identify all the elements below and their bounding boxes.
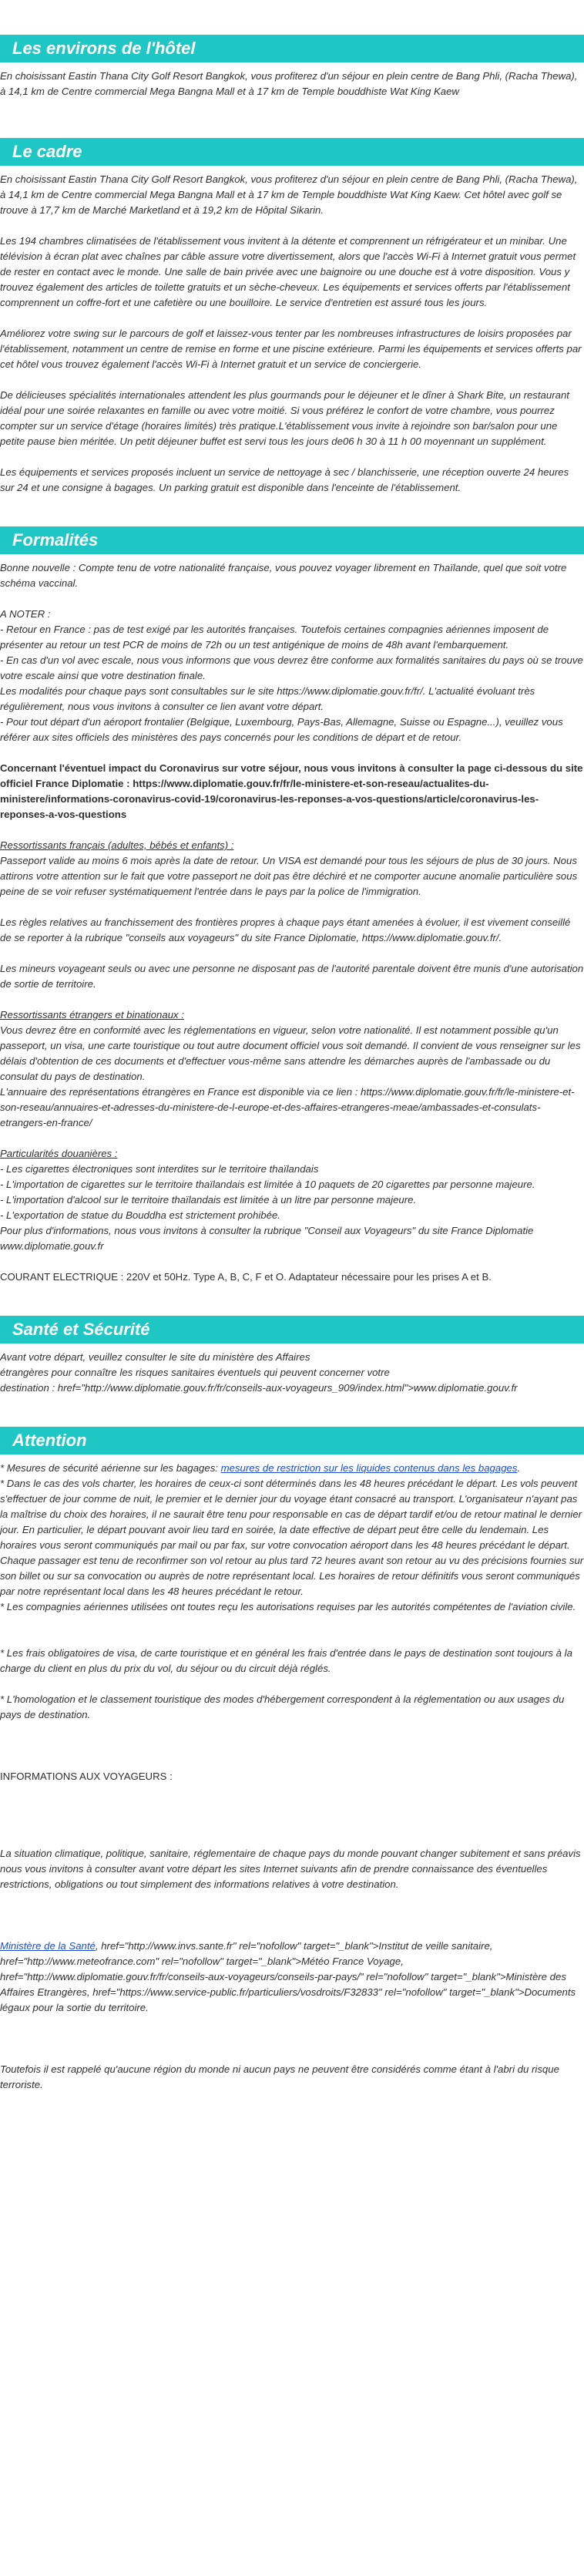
cadre-services: Les équipements et services proposés incluent un service de nettoyage à sec / blanchisserie, une réception ouverte 24 heures sur 24 et une consigne à bagages. Un parking gratuit est disponible dans l'enceinte de l'établissement. [0, 466, 569, 493]
section-title: Santé et Sécurité [0, 1316, 584, 1343]
sante-line: étrangères pour connaître les risques sanitaires éventuels qui peuvent concerner votre [0, 1367, 390, 1378]
formalites-french-title: Ressortissants français (adultes, bébés et enfants) : [0, 839, 234, 851]
section-title: Les environs de l'hôtel [0, 35, 584, 62]
formalites-note-stopover: - En cas d'un vol avec escale, nous vous informons que vous devrez être conforme aux formalités sanitaires du pays où se trouve votre escale ainsi que votre destination finale. [0, 654, 583, 681]
ministry-health-link[interactable]: Ministère de la Santé [0, 1940, 96, 1952]
section-environs [0, 0, 584, 99]
formalites-foreign-text: Vous devrez être en conformité avec les réglementations en vigueur, selon votre nationalité. Il est notamment possible qu'un passeport, un visa, une carte touristique ou tout autre document officiel vous soit demandé. Il convient de vous renseigner sur les délais d'obtention de ces documents et d'effectuer vous-même sans attendre les démarches auprès de l'ambassade ou du consulat du pays de destination. [0, 1024, 581, 1082]
customs-item: - L'exportation de statue du Bouddha est strictement prohibée. [0, 1209, 280, 1221]
attention-info-title: INFORMATIONS AUX VOYAGEURS : [0, 1771, 173, 1782]
cadre-rooms: Les 194 chambres climatisées de l'établissement vous invitent à la détente et comprennent un réfrigérateur et un minibar. Une télévision à écran plat avec chaînes par câble assure votre divertissement, alors que l'accès Wi-Fi à Internet gratuit vous permet de rester en contact avec le monde. Une salle de bain privée avec une baignoire ou une douche est à votre disposition. Vous y trouvez également des articles de toilette gratuits et un sèche-cheveux. Les équipements et services offerts par l'établissement comprennent un coffre-fort et une cafetière ou une bouilloire. Le service d'entretien est assuré tous les jours. [0, 235, 576, 308]
attention-airlines: * Les compagnies aériennes utilisées ont toutes reçu les autorisations requises par les autorités compétentes de l'aviation civile. [0, 1601, 576, 1613]
liquid-restriction-link[interactable]: mesures de restriction sur les liquides contenus dans les bagages [220, 1462, 518, 1474]
attention-baggage-prefix: * Mesures de sécurité aérienne sur les bagages: [0, 1462, 221, 1474]
attention-situation: La situation climatique, politique, sanitaire, réglementaire de chaque pays du monde pouvant changer subitement et sans préavis [0, 1848, 581, 1859]
formalites-intro: Bonne nouvelle : Compte tenu de votre nationalité française, vous pouvez voyager librement en Thaïlande, quel que soit votre schéma vaccinal. [0, 562, 567, 589]
formalites-foreign-title: Ressortissants étrangers et binationaux : [0, 1009, 184, 1021]
attention-baggage-suffix: . [517, 1462, 521, 1474]
formalites-french-text: Passeport valide au moins 6 mois après la date de retour. Un VISA est demandé pour tous les séjours de plus de 30 jours. Nous attirons votre attention sur le fait que votre passeport ne doit pas être déchiré et ne comporter aucune anomalie particulière sous peine de se voir refuser systématiquement l'entrée dans le pays par la police de l'immigration. [0, 855, 578, 897]
section-formalites [0, 496, 584, 1285]
attention-fees: * Les frais obligatoires de visa, de carte touristique et en général les frais d'entrée dans le pays de destination sont toujours à la charge du client en plus du prix du vol, du séjour ou du circuit déjà réglés. [0, 1647, 572, 1674]
section-title: Attention [0, 1427, 584, 1454]
customs-item: - Les cigarettes électroniques sont interdites sur le territoire thaïlandais [0, 1163, 319, 1175]
formalites-note-border: - Pour tout départ d'un aéroport frontalier (Belgique, Luxembourg, Pays-Bas, Allemagne, Suisse ou Espagne...), veuillez vous référer aux sites officiels des ministères des pays concernés pour les conditions de départ et de retour. [0, 716, 563, 743]
formalites-note-title: A NOTER : [0, 608, 51, 620]
section-title: Le cadre [0, 138, 584, 166]
section-title: Formalités [0, 526, 584, 554]
attention-terrorism: Toutefois il est rappelé qu'aucune région du monde ni aucun pays ne peuvent être considérés comme étant à l'abri du risque terroriste. [0, 2063, 559, 2090]
formalites-electric: COURANT ELECTRIQUE : 220V et 50Hz. Type A, B, C, F et O. Adaptateur nécessaire pour les prises A et B. [0, 1271, 492, 1283]
sante-line: Avant votre départ, veuillez consulter le site du ministère des Affaires [0, 1351, 310, 1363]
attention-charter: * Dans le cas des vols charter, les horaires de ceux-ci sont déterminés dans les 48 heures précédant le départ. Les vols peuvent s'effectuer de jour comme de nuit, le premier et le dernier jour du voyage étant consacré au transport. L'organisateur n'ayant pas la maîtrise du choix des horaires, il ne saurait être tenu pour responsable en cas de départ tardif et/ou de retour matinal le dernier jour. En particulier, le départ pouvant avoir lieu tard en soirée, la date effective de départ peut être celle du lendemain. Les horaires vous seront communiqués par mail ou par fax, sur votre convocation aéroport dans les 48 heures précédant le départ. Chaque passager est tenu de reconfirmer son vol retour au plus tard 72 heures avant son retour au vu des précisions fournies sur son billet ou sur sa convocation ou auprès de notre représentant local. Les horaires de retour définitifs vous seront communiqués par notre représentant local dans les 48 heures précédant le retour. [0, 1478, 584, 1597]
sante-line: destination : href="http://www.diplomatie.gouv.fr/fr/conseils-aux-voyageurs_909/index.html">www.diplomatie.gouv.fr [0, 1382, 518, 1394]
formalites-coronavirus: Concernant l'éventuel impact du Coronavirus sur votre séjour, nous vous invitons à consulter la page ci-dessous du site officiel France Diplomatie : https://www.diplomatie.gouv.fr/fr/le-ministere-et-son-reseau/actualites-du-ministere/informations-coronavirus-covid-19/coronavirus-les-reponses-a-vos-questions/article/coronavirus-les-reponses-a-vos-questions [0, 762, 583, 820]
formalites-note-modalities: Les modalités pour chaque pays sont consultables sur le site https://www.diplomatie.gouv.fr/fr/. L'actualité évoluant très régulièrement, nous vous invitons à consulter ce lien avant votre départ. [0, 685, 535, 712]
section-attention [0, 1396, 584, 2093]
section-sante [0, 1285, 584, 1396]
attention-links [0, 1939, 584, 2016]
customs-item: - L'importation d'alcool sur le territoire thaïlandais est limitée à un litre par personne majeure. [0, 1194, 417, 1206]
attention-links-rest: , href="http://www.invs.sante.fr" rel="nofollow" target="_blank">Institut de veille sanitaire, href="http://www.meteofrance.com" rel="nofollow" target="_blank">Météo France Voyage, href="http://www.diplomatie.gouv.fr/fr/conseils-aux-voyageurs/conseils-par-pays/" rel="nofollow" target="_blank">Ministère des Affaires Etrangères, href="https://www.service-public.fr/particuliers/vosdroits/F32833" rel="nofollow" target="_blank">Documents légaux pour la sortie du territoire. [0, 1940, 576, 2013]
cadre-leisure: Améliorez votre swing sur le parcours de golf et laissez-vous tenter par les nombreuses infrastructures de loisirs proposées par l'établissement, notamment un centre de remise en forme et une piscine extérieure. Parmi les équipements et services offerts par cet hôtel vous trouvez également l'accès Wi-Fi à Internet gratuit et un service de conciergerie. [0, 328, 582, 370]
formalites-rules: Les règles relatives au franchissement des frontières propres à chaque pays étant amenées à évoluer, il est vivement conseillé de se reporter à la rubrique "conseils aux voyageurs" du site France Diplomatie, https://www.diplomatie.gouv.fr/. [0, 916, 571, 943]
customs-item: - L'importation de cigarettes sur le territoire thaïlandais est limitée à 10 paquets de 20 cigarettes par personne majeure. [0, 1179, 535, 1190]
attention-classification: * L'homologation et le classement touristique des modes d'hébergement correspondent à la réglementation ou aux usages du pays de destination. [0, 1693, 565, 1720]
formalites-note-return: - Retour en France : pas de test exigé par les autorités françaises. Toutefois certaines compagnies aériennes imposent de présenter au retour un test PCR de moins de 72h ou un test antigénique de moins de 48h avant l'embarquement. [0, 624, 549, 651]
environs-text: En choisissant Eastin Thana City Golf Resort Bangkok, vous profiterez d'un séjour en plein centre de Bang Phli, (Racha Thewa), à 14,1 km de Centre commercial Mega Bangna Mall et à 17 km de Temple bouddhiste Wat King Kaew [0, 70, 578, 97]
formalites-customs-title: Particularités douanières : [0, 1148, 118, 1159]
section-cadre [0, 99, 584, 496]
formalites-minors: Les mineurs voyageant seuls ou avec une personne ne disposant pas de l'autorité parentale doivent être munis d'une autorisation de sortie de territoire. [0, 963, 584, 990]
attention-sites: nous vous invitons à consulter avant votre départ les sites Internet suivants afin de prendre connaissance des éventuelles restrictions, obligations ou tout simplement des informations relatives à votre destination. [0, 1863, 548, 1890]
customs-more: Pour plus d'informations, nous vous invitons à consulter la rubrique "Conseil aux Voyageurs" du site France Diplomatie www.diplomatie.gouv.fr [0, 1225, 534, 1252]
cadre-dining: De délicieuses spécialités internationales attendent les plus gourmands pour le déjeuner et le dîner à Shark Bite, un restaurant idéal pour une soirée relaxantes en famille ou avec votre moitié. Si vous préférez le confort de votre chambre, vous pourrez compter sur un service d'étage (horaires limités) très pratique.L'établissement vous invite à rejoindre son bar/salon pour une petite pause bien méritée. Un petit déjeuner buffet est servi tous les jours de06 h 30 à 11 h 00 moyennant un supplément. [0, 389, 569, 447]
formalites-foreign-link: L'annuaire des représentations étrangères en France est disponible via ce lien : https://www.diplomatie.gouv.fr/fr/le-ministere-et-son-reseau/annuaires-et-adresses-du-ministere-de-l-europe-et-des-affaires-etrangeres-meae/ambassades-et-consulats-etrangers-en-france/ [0, 1086, 575, 1128]
attention-baggage [0, 1461, 584, 1476]
cadre-intro: En choisissant Eastin Thana City Golf Resort Bangkok, vous profiterez d'un séjour en plein centre de Bang Phli, (Racha Thewa), à 14,1 km de Centre commercial Mega Bangna Mall et à 17 km de Temple bouddhiste Wat King Kaew. Cet hôtel avec golf se trouve à 17,7 km de Marché Marketland et à 19,2 km de Hôpital Sikarin. [0, 173, 578, 216]
